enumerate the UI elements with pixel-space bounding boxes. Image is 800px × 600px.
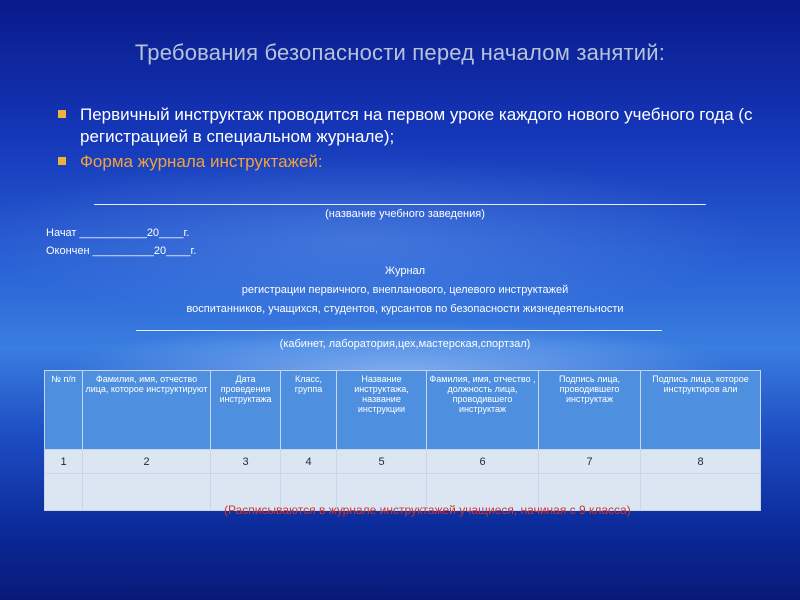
started-line: Начат ___________20____г. — [46, 227, 190, 239]
journal-table — [44, 370, 761, 511]
slide-title: Требования безопасности перед началом занятий: — [134, 40, 666, 65]
table-cell: 8 — [641, 450, 761, 474]
room-caption: (кабинет, лаборатория,цех,мастерская,спортзал) — [279, 338, 531, 350]
ended-line: Окончен __________20____г. — [46, 245, 197, 257]
table-cell: 6 — [427, 450, 539, 474]
journal-title: Журнал — [384, 265, 426, 277]
column-header: Подпись лица, которое инструктиров али — [641, 371, 761, 450]
column-header: Класс, группа — [281, 371, 337, 450]
table-cell: 7 — [539, 450, 641, 474]
signature-note: (Расписываются в журнале инструктажей учащиеся, начиная с 9 класса) — [224, 503, 631, 517]
bullet-list — [58, 104, 758, 176]
table-cell — [641, 474, 761, 511]
table-cell: 4 — [281, 450, 337, 474]
bullet-text: Форма журнала инструктажей: — [80, 152, 323, 171]
table-header-row — [45, 371, 761, 450]
bullet-text: Первичный инструктаж проводится на первом уроке каждого нового учебного года (с регистрацией в специальном журнале); — [80, 105, 753, 146]
institution-rule — [94, 204, 706, 205]
column-header: Фамилия, имя, отчество , должность лица, проводившего инструктаж — [427, 371, 539, 450]
bullet-square-icon — [58, 157, 66, 165]
table-cell — [45, 474, 83, 511]
table-cell: 2 — [83, 450, 211, 474]
table-cell: 1 — [45, 450, 83, 474]
bullet-item — [58, 151, 758, 173]
table-cell — [83, 474, 211, 511]
column-header: № п/п — [45, 371, 83, 450]
column-header: Подпись лица, проводившего инструктаж — [539, 371, 641, 450]
bullet-item — [58, 104, 758, 148]
journal-subtitle: воспитанников, учащихся, студентов, курсантов по безопасности жизнедеятельности — [186, 303, 624, 315]
table-cell: 5 — [337, 450, 427, 474]
table-cell: 3 — [211, 450, 281, 474]
column-header: Название инструктажа, название инструкции — [337, 371, 427, 450]
table-row — [45, 450, 761, 474]
column-header: Фамилия, имя, отчество лица, которое инструктируют — [83, 371, 211, 450]
institution-caption: (название учебного заведения) — [325, 208, 485, 220]
journal-subtitle: регистрации первичного, внепланового, целевого инструктажей — [241, 284, 569, 296]
column-header: Дата проведения инструктажа — [211, 371, 281, 450]
room-rule — [136, 330, 662, 331]
bullet-square-icon — [58, 110, 66, 118]
